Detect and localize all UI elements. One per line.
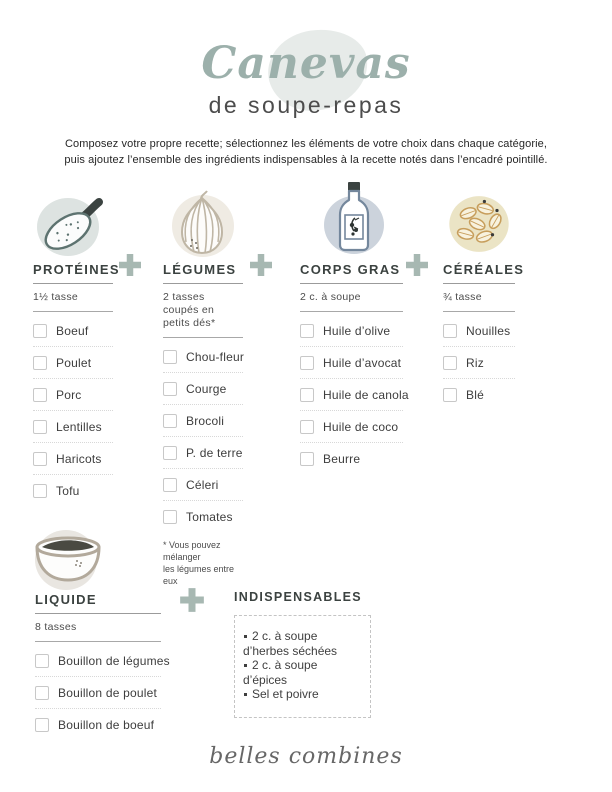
plus-icon <box>117 252 143 278</box>
ingredient-row <box>300 346 403 378</box>
ingredient-checkbox[interactable] <box>300 452 314 466</box>
ingredient-checkbox[interactable] <box>163 382 177 396</box>
ingredient-row <box>163 404 243 436</box>
ingredient-checkbox[interactable] <box>35 718 49 732</box>
category-cereales <box>443 188 525 410</box>
ingredient-checkbox[interactable] <box>163 510 177 524</box>
ingredient-list <box>33 315 113 506</box>
ingredient-label: Haricots <box>56 451 102 466</box>
category-quantity: 8 tasses <box>35 621 161 642</box>
ingredient-label: Beurre <box>323 451 361 466</box>
ingredient-checkbox[interactable] <box>443 324 457 338</box>
ingredient-row <box>443 346 515 378</box>
category-title: CORPS GRAS <box>300 258 403 284</box>
ingredient-row <box>33 315 113 346</box>
ingredient-row <box>163 500 243 532</box>
ingredient-row <box>33 474 113 506</box>
category-liquide <box>35 592 170 740</box>
oil-bottle-icon <box>300 188 403 258</box>
indispensables-title: INDISPENSABLES <box>234 590 362 604</box>
ingredient-checkbox[interactable] <box>33 452 47 466</box>
ingredient-checkbox[interactable] <box>300 356 314 370</box>
ingredient-label: Brocoli <box>186 413 225 428</box>
ingredient-label: Tomates <box>186 509 233 524</box>
indispensables-box <box>234 615 371 718</box>
indispensables-section <box>234 590 386 718</box>
ingredient-checkbox[interactable] <box>33 484 47 498</box>
category-title: PROTÉINES <box>33 258 113 284</box>
ingredient-checkbox[interactable] <box>35 686 49 700</box>
ingredient-checkbox[interactable] <box>443 388 457 402</box>
plus-icon <box>178 586 204 612</box>
ingredient-row <box>163 341 243 372</box>
ingredient-row <box>33 442 113 474</box>
ingredient-label: Poulet <box>56 355 92 370</box>
ingredient-label: Bouillon de légumes <box>58 653 170 668</box>
ingredient-checkbox[interactable] <box>163 478 177 492</box>
ingredient-label: Courge <box>186 381 227 396</box>
plus-icon <box>404 252 430 278</box>
ingredient-row <box>33 410 113 442</box>
ingredient-list <box>443 315 515 410</box>
ingredient-checkbox[interactable] <box>443 356 457 370</box>
ingredient-label: P. de terre <box>186 445 243 460</box>
intro-line-2: puis ajoutez l’ensemble des ingrédients indispensables à la recette notés dans l’encadré pointillé. <box>64 153 548 166</box>
ingredient-label: Blé <box>466 387 484 402</box>
ingredient-checkbox[interactable] <box>35 654 49 668</box>
meat-icon <box>33 188 113 258</box>
ingredient-label: Porc <box>56 387 82 402</box>
ingredient-checkbox[interactable] <box>300 420 314 434</box>
indispensable-item: 2 c. à soupe d’épices <box>243 658 356 687</box>
belles-combines-logo: belles combines <box>209 744 403 769</box>
ingredient-label: Bouillon de boeuf <box>58 717 155 732</box>
ingredient-list <box>300 315 409 474</box>
ingredient-label: Huile d’avocat <box>323 355 402 370</box>
ingredient-checkbox[interactable] <box>33 420 47 434</box>
category-quantity: 1½ tasse <box>33 291 113 312</box>
plus-icon <box>248 252 274 278</box>
ingredient-row <box>33 346 113 378</box>
ingredient-row <box>163 468 243 500</box>
ingredient-row <box>300 378 409 410</box>
category-title: LIQUIDE <box>35 592 161 614</box>
category-quantity: 2 tasses coupés en petits dés* <box>163 291 243 338</box>
indispensable-item: Sel et poivre <box>243 687 356 702</box>
category-proteines <box>33 188 120 506</box>
category-title: LÉGUMES <box>163 258 243 284</box>
ingredient-list <box>35 645 170 740</box>
ingredient-label: Céleri <box>186 477 219 492</box>
ingredient-checkbox[interactable] <box>33 356 47 370</box>
ingredient-row <box>163 372 243 404</box>
ingredient-row <box>300 315 403 346</box>
ingredient-row <box>443 315 515 346</box>
page-title: Canevas <box>201 38 411 89</box>
ingredient-label: Huile d’olive <box>323 323 391 338</box>
page-subtitle: de soupe-repas <box>208 92 404 118</box>
category-quantity: ¾ tasse <box>443 291 515 312</box>
ingredient-label: Huile de canola <box>323 387 409 402</box>
ingredient-row <box>443 378 515 410</box>
category-legumes <box>163 188 243 587</box>
ingredient-checkbox[interactable] <box>163 414 177 428</box>
category-title: CÉRÉALES <box>443 258 515 284</box>
ingredient-row <box>35 708 161 740</box>
grains-icon <box>443 188 515 258</box>
ingredient-checkbox[interactable] <box>163 446 177 460</box>
ingredient-row <box>33 378 113 410</box>
legumes-footnote <box>163 539 243 587</box>
footnote-line-2: les légumes entre eux <box>163 564 235 586</box>
category-quantity: 2 c. à soupe <box>300 291 403 312</box>
ingredient-row <box>35 676 161 708</box>
ingredient-checkbox[interactable] <box>163 350 177 364</box>
ingredient-row <box>300 442 403 474</box>
onion-icon <box>163 188 243 258</box>
ingredient-checkbox[interactable] <box>33 324 47 338</box>
ingredient-label: Boeuf <box>56 323 89 338</box>
ingredient-row <box>300 410 403 442</box>
category-corps-gras <box>300 188 409 474</box>
ingredient-row <box>163 436 243 468</box>
ingredient-label: Nouilles <box>466 323 511 338</box>
footnote-line-1: * Vous pouvez mélanger <box>163 540 221 562</box>
ingredient-label: Tofu <box>56 483 80 498</box>
intro-line-1: Composez votre propre recette; sélectionnez les éléments de votre choix dans chaque catégorie, <box>64 138 548 150</box>
ingredient-checkbox[interactable] <box>300 324 314 338</box>
ingredient-checkbox[interactable] <box>33 388 47 402</box>
ingredient-label: Lentilles <box>56 419 102 434</box>
ingredient-list <box>163 341 243 532</box>
soup-bowl-icon <box>30 518 106 597</box>
intro-text <box>0 137 612 168</box>
ingredient-checkbox[interactable] <box>300 388 314 402</box>
ingredient-label: Huile de coco <box>323 419 399 434</box>
ingredient-label: Bouillon de poulet <box>58 685 158 700</box>
ingredient-label: Riz <box>466 355 484 370</box>
ingredient-row <box>35 645 170 676</box>
indispensable-item: 2 c. à soupe d’herbes séchées <box>243 629 356 658</box>
ingredient-label: Chou-fleur <box>186 349 245 364</box>
